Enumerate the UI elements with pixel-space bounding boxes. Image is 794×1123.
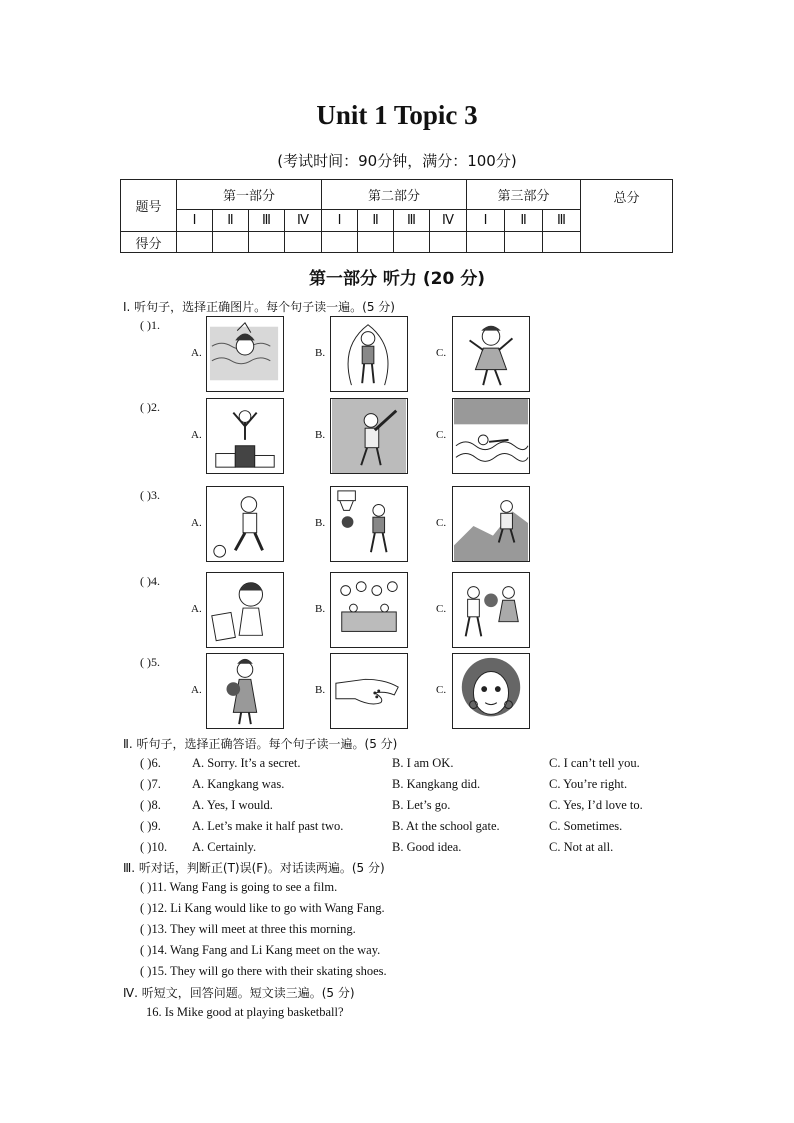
basketball-player-illustration (331, 487, 407, 561)
part2-header: 第二部分 (322, 180, 467, 210)
score-cell (249, 232, 285, 253)
option-label: B. (315, 603, 326, 615)
answer-option-c: C. Not at all. (549, 840, 614, 854)
option-label: A. (191, 517, 202, 529)
true-false-item: ( )14. Wang Fang and Li Kang meet on the way. (140, 943, 381, 957)
option-label: A. (191, 429, 202, 441)
couple-with-flowers-illustration (453, 573, 529, 647)
girl-with-paper-picture[interactable] (206, 572, 284, 648)
col-roman: Ⅰ (467, 210, 505, 232)
part3-header: 第三部分 (467, 180, 581, 210)
answer-option-a: A. Yes, I would. (192, 798, 273, 812)
option-label: C. (436, 347, 447, 359)
col-roman: Ⅱ (213, 210, 249, 232)
option-label: B. (315, 347, 326, 359)
score-cell (285, 232, 322, 253)
score-cell (213, 232, 249, 253)
section2-heading: Ⅱ. 听句子，选择正确答语。每个句子读一遍。(5 分) (123, 737, 398, 751)
col-roman: Ⅰ (177, 210, 213, 232)
page-title: Unit 1 Topic 3 (316, 100, 478, 130)
podium-winner-illustration (207, 399, 283, 473)
couple-with-flowers-picture[interactable] (452, 572, 530, 648)
question-number: ( )9. (140, 819, 161, 833)
answer-option-a: A. Kangkang was. (192, 777, 285, 791)
col-roman: Ⅲ (249, 210, 285, 232)
jump-rope-boy-illustration (331, 317, 407, 391)
score-cell (358, 232, 394, 253)
question-number: ( )2. (140, 400, 160, 414)
dancing-girl-picture[interactable] (452, 316, 530, 392)
option-label: B. (315, 517, 326, 529)
hiking-boy-picture[interactable] (452, 486, 530, 562)
score-cell (322, 232, 358, 253)
soccer-boy-illustration (207, 487, 283, 561)
score-cell (543, 232, 581, 253)
option-label: C. (436, 684, 447, 696)
col-roman: Ⅰ (322, 210, 358, 232)
col-roman: Ⅳ (430, 210, 467, 232)
true-false-item: ( )11. Wang Fang is going to see a film. (140, 880, 338, 894)
exam-info: (考试时间：90分钟，满分：100分) (277, 152, 517, 170)
podium-winner-picture[interactable] (206, 398, 284, 474)
row-label-question: 题号 (121, 180, 177, 232)
score-table (120, 179, 673, 253)
col-roman: Ⅳ (285, 210, 322, 232)
group-of-people-illustration (331, 573, 407, 647)
part1-title: 第一部分 听力 (20 分) (309, 269, 485, 289)
answer-option-b: B. I am OK. (392, 756, 454, 770)
true-false-item: ( )15. They will go there with their skating shoes. (140, 964, 387, 978)
answer-option-c: C. Sometimes. (549, 819, 623, 833)
question-number: ( )3. (140, 488, 160, 502)
question-number: ( )4. (140, 574, 160, 588)
score-cell (394, 232, 430, 253)
score-cell (505, 232, 543, 253)
answer-option-c: C. I can’t tell you. (549, 756, 640, 770)
section3-heading: Ⅲ. 听对话，判断正(T)误(F)。对话读两遍。(5 分) (123, 861, 385, 875)
total-header: 总分 (581, 180, 673, 253)
curly-haired-girl-picture[interactable] (452, 653, 530, 729)
col-roman: Ⅱ (358, 210, 394, 232)
question-number: ( )7. (140, 777, 161, 791)
answer-option-c: C. Yes, I’d love to. (549, 798, 643, 812)
baseball-batter-picture[interactable] (330, 398, 408, 474)
true-false-item: ( )13. They will meet at three this morning. (140, 922, 356, 936)
question-number: ( )6. (140, 756, 161, 770)
girl-with-flowers-illustration (207, 654, 283, 728)
hand-illustration (331, 654, 407, 728)
answer-option-b: B. Let’s go. (392, 798, 451, 812)
group-of-people-picture[interactable] (330, 572, 408, 648)
option-label: C. (436, 429, 447, 441)
swimmer-in-water-picture[interactable] (452, 398, 530, 474)
option-label: A. (191, 347, 202, 359)
baseball-batter-illustration (331, 399, 407, 473)
question-item: 16. Is Mike good at playing basketball? (146, 1005, 344, 1019)
option-label: A. (191, 603, 202, 615)
basketball-player-picture[interactable] (330, 486, 408, 562)
answer-option-b: B. Good idea. (392, 840, 462, 854)
score-cell (430, 232, 467, 253)
part1-header: 第一部分 (177, 180, 322, 210)
hiking-boy-illustration (453, 487, 529, 561)
answer-option-a: A. Certainly. (192, 840, 257, 854)
score-cell (467, 232, 505, 253)
answer-option-b: B. At the school gate. (392, 819, 500, 833)
question-number: ( )1. (140, 318, 160, 332)
option-label: C. (436, 517, 447, 529)
hand-picture[interactable] (330, 653, 408, 729)
dancing-girl-illustration (453, 317, 529, 391)
section4-heading: Ⅳ. 听短文，回答问题。短文读三遍。(5 分) (123, 986, 355, 1000)
swimming-girl-illustration (207, 317, 283, 391)
option-label: B. (315, 429, 326, 441)
swimming-girl-picture[interactable] (206, 316, 284, 392)
question-number: ( )5. (140, 655, 160, 669)
jump-rope-boy-picture[interactable] (330, 316, 408, 392)
score-cell (177, 232, 213, 253)
girl-with-paper-illustration (207, 573, 283, 647)
answer-option-c: C. You’re right. (549, 777, 628, 791)
curly-haired-girl-illustration (453, 654, 529, 728)
col-roman: Ⅱ (505, 210, 543, 232)
option-label: C. (436, 603, 447, 615)
section1-heading: Ⅰ. 听句子，选择正确图片。每个句子读一遍。(5 分) (123, 300, 395, 314)
answer-option-b: B. Kangkang did. (392, 777, 481, 791)
row-label-score: 得分 (121, 232, 177, 253)
answer-option-a: A. Sorry. It’s a secret. (192, 756, 301, 770)
option-label: B. (315, 684, 326, 696)
swimmer-in-water-illustration (453, 399, 529, 473)
col-roman: Ⅲ (543, 210, 581, 232)
soccer-boy-picture[interactable] (206, 486, 284, 562)
col-roman: Ⅲ (394, 210, 430, 232)
girl-with-flowers-picture[interactable] (206, 653, 284, 729)
question-number: ( )10. (140, 840, 168, 854)
question-number: ( )8. (140, 798, 161, 812)
option-label: A. (191, 684, 202, 696)
true-false-item: ( )12. Li Kang would like to go with Wang Fang. (140, 901, 385, 915)
answer-option-a: A. Let’s make it half past two. (192, 819, 344, 833)
